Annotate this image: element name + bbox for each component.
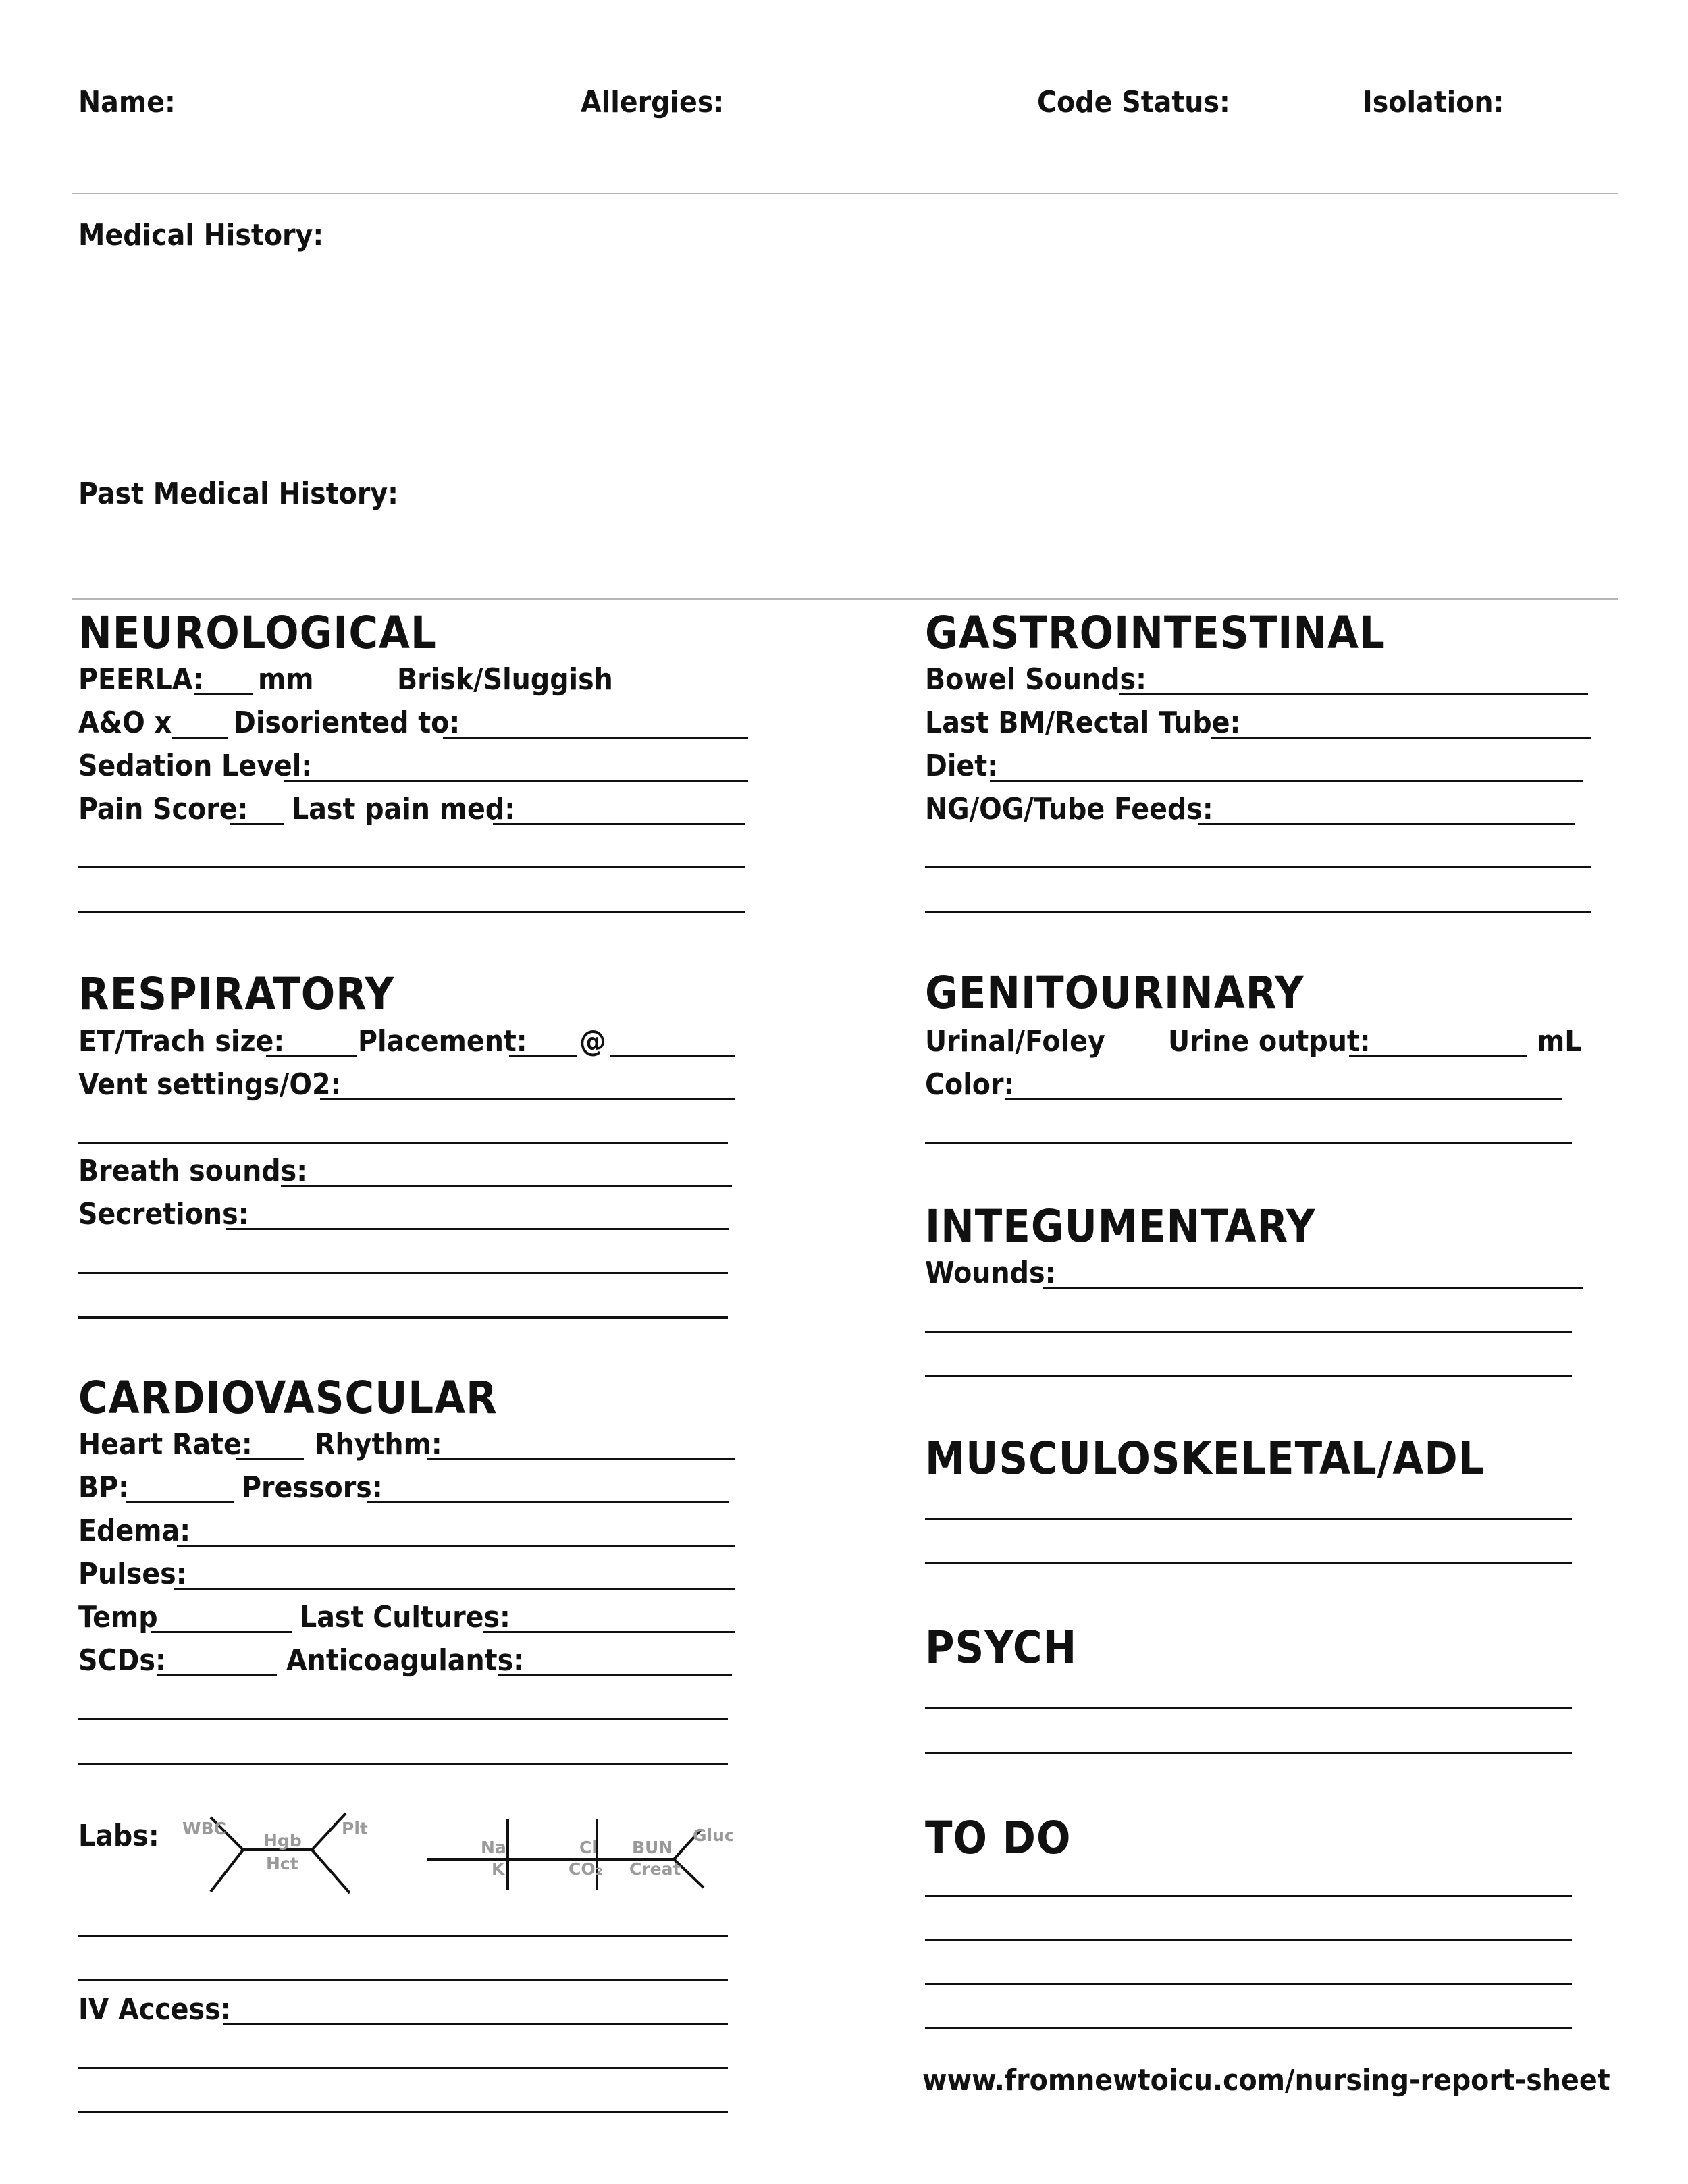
disoriented-field: [443, 737, 748, 739]
bowel-sounds-label: Bowel Sounds:: [925, 662, 1146, 697]
neurological-heading: NEUROLOGICAL: [78, 607, 437, 659]
urinal-foley-label: Urinal/Foley: [925, 1024, 1105, 1059]
gu-line: [925, 1142, 1572, 1144]
vent-settings-field: [320, 1098, 735, 1100]
iv-line: [78, 2067, 728, 2069]
sedation-label: Sedation Level:: [78, 749, 313, 783]
resp-line: [78, 1142, 728, 1144]
placement-label: Placement:: [358, 1024, 527, 1059]
bun-label: BUN: [632, 1838, 673, 1857]
gi-line: [925, 911, 1591, 913]
pressors-field: [367, 1501, 729, 1503]
labs-line: [78, 1979, 728, 1981]
rhythm-field: [427, 1458, 735, 1460]
wbc-label: WBC: [182, 1819, 226, 1838]
hgb-label: Hgb: [263, 1831, 302, 1850]
heart-rate-field: [236, 1458, 304, 1460]
cardio-line: [78, 1718, 728, 1720]
integ-line: [925, 1331, 1572, 1333]
respiratory-heading: RESPIRATORY: [78, 968, 395, 1020]
last-pain-med-label: Last pain med:: [292, 792, 516, 826]
breath-sounds-label: Breath sounds:: [78, 1154, 308, 1188]
brisk-sluggish-label: Brisk/Sluggish: [397, 662, 613, 697]
at-label: @: [579, 1024, 606, 1059]
cardiovascular-heading: CARDIOVASCULAR: [78, 1372, 498, 1424]
at-field: [610, 1055, 735, 1057]
last-pain-med-field: [493, 823, 745, 825]
integumentary-heading: INTEGUMENTARY: [925, 1200, 1316, 1252]
diet-field: [990, 780, 1583, 782]
labs-line: [78, 1935, 728, 1937]
bmp-fishbone-diagram: [425, 1812, 722, 1893]
genitourinary-heading: GENITOURINARY: [925, 967, 1304, 1019]
history-divider: [72, 598, 1618, 600]
urine-output-field: [1349, 1055, 1527, 1057]
peerla-label: PEERLA:: [78, 662, 205, 697]
anticoagulants-field: [498, 1674, 732, 1676]
vent-settings-label: Vent settings/O2:: [78, 1067, 342, 1102]
scds-label: SCDs:: [78, 1643, 166, 1678]
labs-label: Labs:: [78, 1819, 159, 1853]
ao-label: A&O x: [78, 705, 172, 740]
mm-label: mm: [258, 662, 314, 697]
medical-history-label: Medical History:: [78, 218, 324, 252]
hct-label: Hct: [266, 1854, 298, 1873]
bp-field: [126, 1501, 234, 1503]
bp-label: BP:: [78, 1470, 130, 1505]
cl-label: Cl: [579, 1838, 598, 1857]
heart-rate-label: Heart Rate:: [78, 1427, 253, 1462]
code-status-label: Code Status:: [1037, 85, 1230, 119]
todo-line: [925, 1895, 1572, 1897]
ml-label: mL: [1537, 1024, 1582, 1059]
rhythm-label: Rhythm:: [315, 1427, 442, 1462]
resp-line: [78, 1316, 728, 1319]
isolation-label: Isolation:: [1363, 85, 1504, 119]
iv-line: [78, 2111, 728, 2113]
psych-line: [925, 1752, 1572, 1754]
pulses-label: Pulses:: [78, 1557, 187, 1591]
k-label: K: [492, 1859, 505, 1879]
to-do-heading: TO DO: [925, 1812, 1072, 1864]
diet-label: Diet:: [925, 749, 999, 783]
edema-label: Edema:: [78, 1514, 191, 1548]
ng-og-tube-feeds-label: NG/OG/Tube Feeds:: [925, 792, 1213, 826]
msk-line: [925, 1562, 1572, 1564]
todo-line: [925, 2027, 1572, 2029]
todo-line: [925, 1983, 1572, 1985]
anticoagulants-label: Anticoagulants:: [286, 1643, 524, 1678]
temp-label: Temp: [78, 1600, 158, 1634]
color-field: [1005, 1098, 1562, 1100]
last-bm-field: [1211, 737, 1591, 739]
secretions-field: [226, 1228, 729, 1230]
pulses-field: [174, 1588, 735, 1590]
creat-label: Creat: [629, 1859, 681, 1879]
last-cultures-field: [483, 1631, 735, 1633]
gluc-label: Gluc: [693, 1826, 735, 1845]
et-trach-label: ET/Trach size:: [78, 1024, 285, 1059]
neuro-line: [78, 911, 745, 913]
temp-field: [151, 1631, 292, 1633]
todo-line: [925, 1939, 1572, 1941]
header-divider: [72, 193, 1618, 194]
scds-field: [157, 1674, 277, 1676]
secretions-label: Secretions:: [78, 1197, 249, 1231]
pain-score-label: Pain Score:: [78, 792, 248, 826]
peerla-field: [194, 693, 253, 695]
breath-sounds-field: [281, 1185, 732, 1187]
last-bm-label: Last BM/Rectal Tube:: [925, 705, 1241, 740]
na-label: Na: [481, 1838, 506, 1857]
bowel-sounds-field: [1119, 693, 1588, 695]
pain-score-field: [230, 823, 284, 825]
msk-line: [925, 1518, 1572, 1520]
wounds-field: [1043, 1287, 1583, 1289]
iv-access-label: IV Access:: [78, 1992, 232, 2027]
past-medical-history-label: Past Medical History:: [78, 477, 398, 511]
placement-field: [509, 1055, 577, 1057]
ng-og-tube-feeds-field: [1198, 823, 1575, 825]
sedation-field: [284, 780, 748, 782]
name-label: Name:: [78, 85, 176, 119]
co2-label: CO₂: [569, 1859, 603, 1879]
urine-output-label: Urine output:: [1168, 1024, 1371, 1059]
color-label: Color:: [925, 1067, 1015, 1102]
psych-line: [925, 1707, 1572, 1709]
edema-field: [177, 1545, 735, 1547]
gi-line: [925, 866, 1591, 868]
wounds-label: Wounds:: [925, 1256, 1056, 1290]
last-cultures-label: Last Cultures:: [300, 1600, 510, 1634]
resp-line: [78, 1272, 728, 1274]
pressors-label: Pressors:: [242, 1470, 383, 1505]
allergies-label: Allergies:: [581, 85, 724, 119]
integ-line: [925, 1375, 1572, 1377]
iv-access-field: [223, 2023, 728, 2025]
footer-url: www.fromnewtoicu.com/nursing-report-sheet: [922, 2063, 1610, 2098]
neuro-line: [78, 866, 745, 868]
disoriented-label: Disoriented to:: [234, 705, 460, 740]
psych-heading: PSYCH: [925, 1622, 1078, 1674]
plt-label: Plt: [342, 1819, 368, 1838]
ao-field: [172, 737, 228, 739]
gastrointestinal-heading: GASTROINTESTINAL: [925, 607, 1386, 659]
musculoskeletal-adl-heading: MUSCULOSKELETAL/ADL: [925, 1433, 1485, 1485]
et-trach-field: [266, 1055, 357, 1057]
cardio-line: [78, 1763, 728, 1765]
